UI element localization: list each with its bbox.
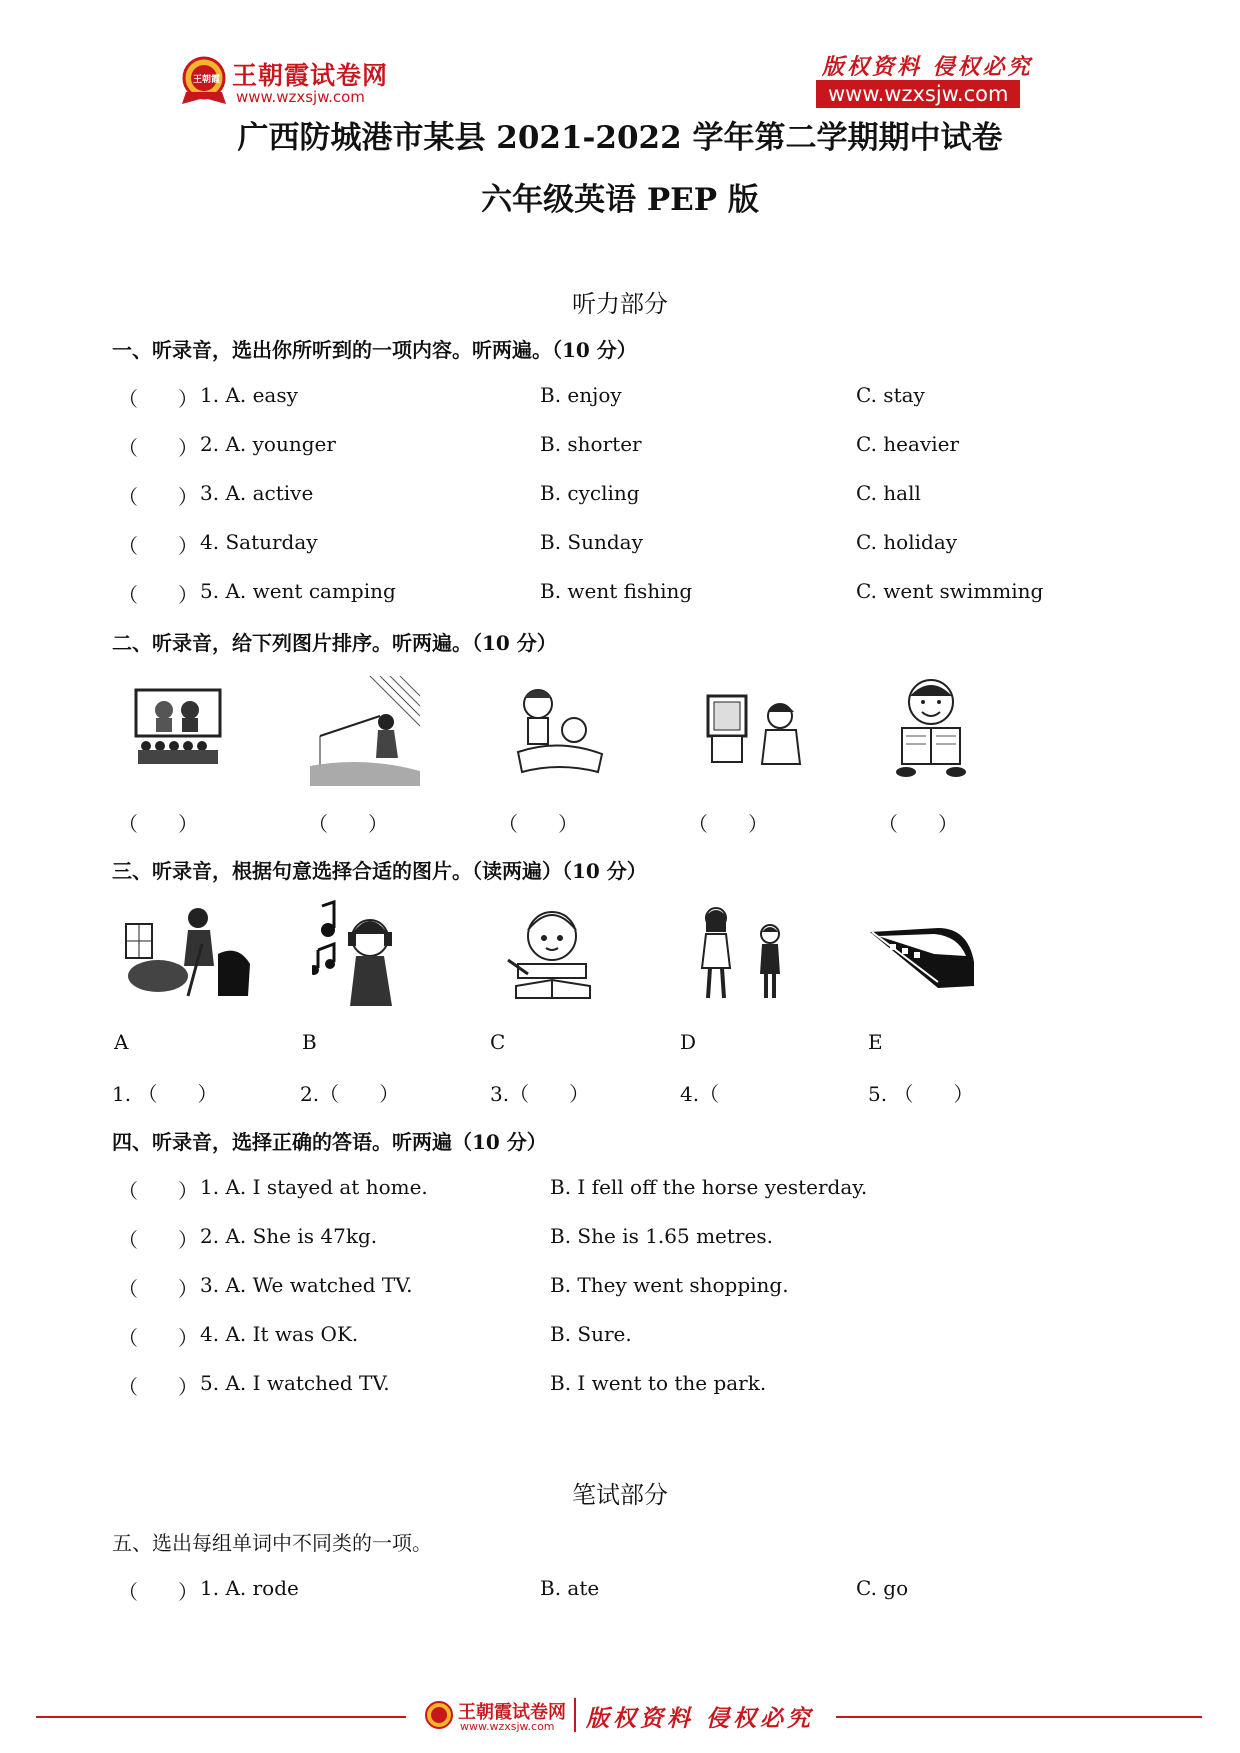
- exam-subtitle: 六年级英语 PEP 版: [481, 182, 759, 218]
- option-c: C. hall: [856, 481, 921, 505]
- sick-in-bed-icon: [514, 682, 604, 778]
- writing-section-title: 笔试部分: [572, 1481, 668, 1509]
- brand-url[interactable]: www.wzxsjw.com: [236, 88, 365, 106]
- answer-blank[interactable]: （ ）: [308, 812, 388, 836]
- option-a: 4. A. It was OK.: [200, 1322, 359, 1346]
- answer-blank[interactable]: 3.（ ）: [490, 1082, 590, 1106]
- option-a: 1. A. easy: [200, 383, 298, 407]
- option-b: B. Sunday: [540, 530, 643, 554]
- footer-logo: [424, 1700, 454, 1732]
- option-b: B. cycling: [540, 481, 640, 505]
- exam-title: 广西防城港市某县 2021-2022 学年第二学期期中试卷: [237, 120, 1003, 156]
- footer-divider-left: [36, 1716, 406, 1718]
- footer-copyright: 版权资料 侵权必究: [586, 1705, 815, 1732]
- option-b: B. ate: [540, 1576, 600, 1600]
- option-a: 1. A. rode: [200, 1576, 299, 1600]
- site-logo: [180, 54, 228, 106]
- brand-name: 王朝霞试卷网: [232, 61, 389, 90]
- answer-blank[interactable]: （ ）: [118, 1228, 198, 1252]
- option-a: 2. A. younger: [200, 432, 336, 456]
- answer-blank[interactable]: （ ）: [878, 812, 958, 836]
- answer-blank[interactable]: 1. （ ）: [112, 1082, 218, 1106]
- option-c: C. heavier: [856, 432, 960, 456]
- option-b: B. I went to the park.: [550, 1371, 767, 1395]
- option-b: B. They went shopping.: [550, 1273, 789, 1297]
- website-url-badge[interactable]: www.wzxsjw.com: [816, 80, 1020, 108]
- answer-blank[interactable]: （ ）: [118, 1277, 198, 1301]
- answer-blank[interactable]: 4.（: [680, 1082, 720, 1106]
- copyright-notice: 版权资料 侵权必究: [822, 54, 1033, 80]
- option-a: 5. A. I watched TV.: [200, 1371, 390, 1395]
- option-b: B. I fell off the horse yesterday.: [550, 1175, 868, 1199]
- picture-label: B: [302, 1030, 317, 1054]
- option-b: B. She is 1.65 metres.: [550, 1224, 773, 1248]
- picture-label: C: [490, 1030, 506, 1054]
- picture-label: A: [114, 1030, 129, 1054]
- two-girls-icon: [692, 904, 792, 1004]
- option-b: B. enjoy: [540, 383, 622, 407]
- fishing-icon: [310, 676, 420, 786]
- answer-blank[interactable]: （ ）: [118, 1326, 198, 1350]
- answer-blank[interactable]: 5. （ ）: [868, 1082, 974, 1106]
- option-c: C. go: [856, 1576, 909, 1600]
- option-a: 1. A. I stayed at home.: [200, 1175, 428, 1199]
- answer-blank[interactable]: （ ）: [118, 1375, 198, 1399]
- option-b: B. went fishing: [540, 579, 693, 603]
- footer-divider-right: [836, 1716, 1202, 1718]
- answer-blank[interactable]: （ ）: [118, 485, 198, 509]
- listening-section-title: 听力部分: [572, 290, 668, 318]
- doing-homework-icon: [498, 900, 608, 1004]
- option-c: C. stay: [856, 383, 925, 407]
- answer-blank[interactable]: 2.（ ）: [300, 1082, 400, 1106]
- answer-blank[interactable]: （ ）: [118, 812, 198, 836]
- option-a: 5. A. went camping: [200, 579, 396, 603]
- option-a: 2. A. She is 47kg.: [200, 1224, 378, 1248]
- watching-tv-icon: [706, 690, 806, 772]
- answer-blank[interactable]: （ ）: [118, 583, 198, 607]
- answer-blank[interactable]: （ ）: [118, 1179, 198, 1203]
- listening-music-icon: [312, 898, 404, 1010]
- answer-blank[interactable]: （ ）: [118, 387, 198, 411]
- footer-separator: [574, 1698, 576, 1732]
- option-a: 3. A. active: [200, 481, 314, 505]
- option-c: C. went swimming: [856, 579, 1044, 603]
- part2-heading: 二、听录音，给下列图片排序。听两遍。（10 分）: [112, 631, 557, 655]
- reading-boy-icon: [886, 672, 976, 780]
- answer-blank[interactable]: （ ）: [118, 436, 198, 460]
- answer-blank[interactable]: （ ）: [118, 534, 198, 558]
- answer-blank[interactable]: （ ）: [688, 812, 768, 836]
- part4-heading: 四、听录音，选择正确的答语。听两遍（10 分）: [112, 1130, 547, 1154]
- picture-label: E: [868, 1030, 883, 1054]
- logo-text: 王朝霞: [193, 75, 221, 85]
- footer-brand-name: 王朝霞试卷网: [458, 1702, 566, 1723]
- cinema-icon: [132, 688, 224, 770]
- option-a: 3. A. We watched TV.: [200, 1273, 413, 1297]
- cleaning-room-icon: [122, 904, 254, 1002]
- part3-heading: 三、听录音，根据句意选择合适的图片。（读两遍）（10 分）: [112, 859, 647, 883]
- option-b: B. shorter: [540, 432, 642, 456]
- train-icon: [868, 922, 976, 992]
- part1-heading: 一、听录音，选出你所听到的一项内容。听两遍。（10 分）: [112, 338, 637, 362]
- footer-brand-url[interactable]: www.wzxsjw.com: [460, 1720, 555, 1733]
- picture-label: D: [680, 1030, 697, 1054]
- option-c: C. holiday: [856, 530, 958, 554]
- option-a: 4. Saturday: [200, 530, 318, 554]
- answer-blank[interactable]: （ ）: [498, 812, 578, 836]
- option-b: B. Sure.: [550, 1322, 632, 1346]
- answer-blank[interactable]: （ ）: [118, 1580, 198, 1604]
- part5-heading: 五、选出每组单词中不同类的一项。: [112, 1531, 432, 1555]
